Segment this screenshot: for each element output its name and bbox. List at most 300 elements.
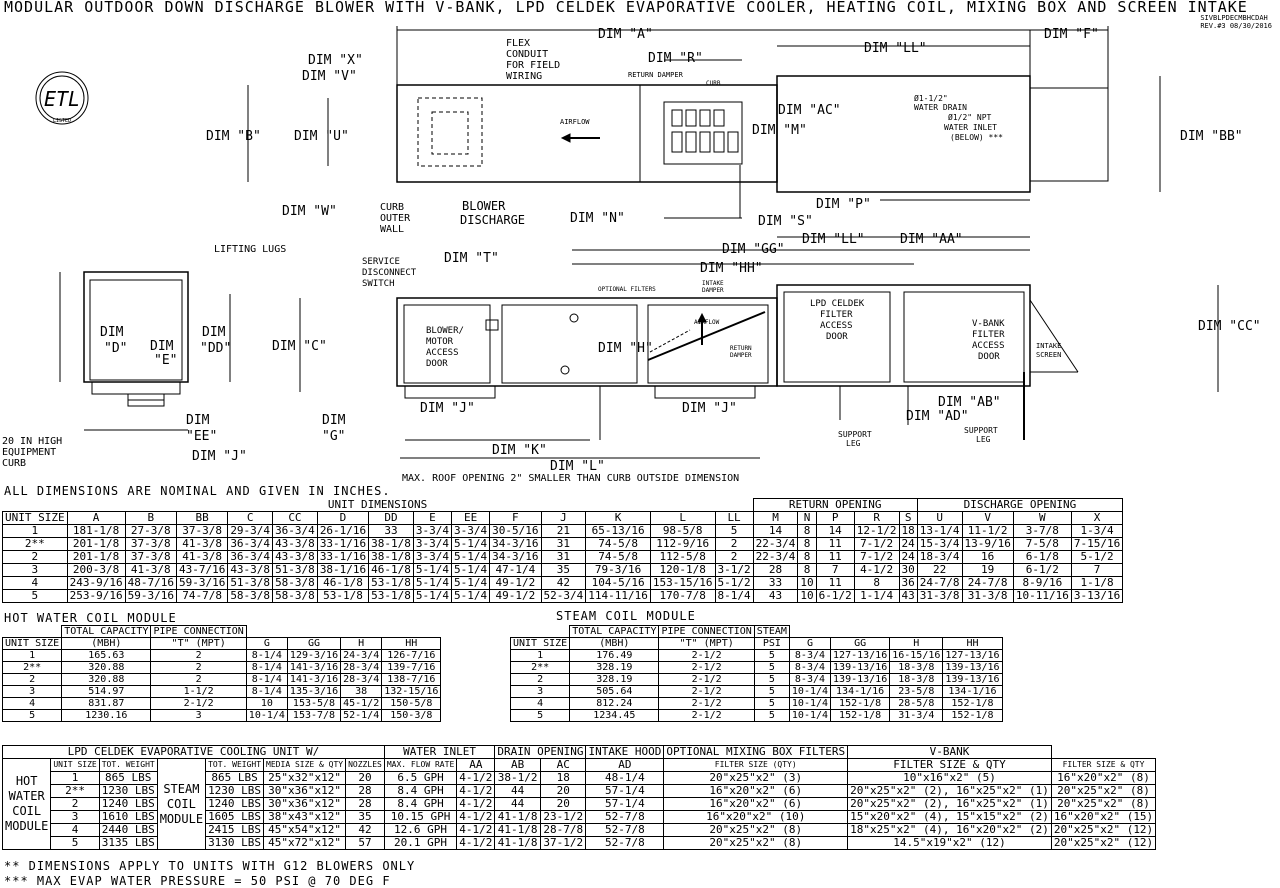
lpd-cell: 57-1/4 (586, 785, 664, 798)
steam-header-cell: GG (831, 638, 890, 650)
steam-cell: 5 (754, 686, 789, 698)
unit-dimensions-cell: 2** (3, 538, 68, 551)
vbank-door-label-1: V-BANK (972, 319, 1005, 329)
dim-t-label: DIM "T" (444, 251, 499, 266)
lifting-lugs-label: LIFTING LUGS (214, 244, 287, 255)
hot-water-cell: 1230.16 (62, 710, 151, 722)
drain-opening-header: DRAIN OPENING (495, 746, 586, 759)
service-label-1: SERVICE (362, 257, 400, 267)
dim-ll-label: DIM "LL" (864, 41, 927, 56)
lpd-cell: 1240 LBS (206, 798, 264, 811)
unit-dimensions-cell: 5-1/4 (413, 590, 451, 603)
unit-dimensions-cell: 3 (3, 564, 68, 577)
lpd-cell: 865 LBS (99, 772, 157, 785)
hot-water-header-row (3, 638, 441, 650)
dim-w-label: DIM "W" (282, 204, 337, 219)
lpd-cell: 41-1/8 (495, 837, 541, 850)
hot-water-cell: 1 (3, 650, 62, 662)
footnote-2: *** MAX EVAP WATER PRESSURE = 50 PSI @ 70 DEG F (4, 874, 391, 888)
lpd-cell: 20 (540, 785, 586, 798)
return-damper-label: RETURN DAMPER (628, 71, 683, 79)
vbank-door-label-4: DOOR (978, 352, 1000, 362)
lpd-cell: 2440 LBS (99, 824, 157, 837)
hot-water-cell: 2 (151, 650, 246, 662)
dim-g-label: DIM (322, 413, 346, 428)
unit-dimensions-cell: 253-9/16 (67, 590, 125, 603)
lpd-cell: 1230 LBS (99, 785, 157, 798)
unit-dimensions-cell: 5-1/4 (452, 564, 490, 577)
hot-water-coil-module-label: HOT WATER COIL MODULE (3, 759, 51, 850)
steam-cell: 23-5/8 (890, 686, 943, 698)
lpd-cell: 20"x25"x2" (8) (664, 837, 848, 850)
unit-dimensions-cell: 8 (854, 577, 899, 590)
curb-20-label-1: 20 IN HIGH (2, 436, 63, 447)
unit-dimensions-cell: 49-1/2 (490, 590, 541, 603)
unit-dimensions-cell: 5-1/2 (715, 577, 753, 590)
unit-dimensions-cell: 7 (816, 564, 854, 577)
logo-subtext: LISTED (52, 118, 72, 124)
unit-dimensions-cell: 49-1/2 (490, 577, 541, 590)
hot-water-cell: 320.88 (62, 674, 151, 686)
unit-dimensions-cell: 120-1/8 (650, 564, 715, 577)
steam-cell: 176.49 (570, 650, 659, 662)
lpd-cell: 1240 LBS (99, 798, 157, 811)
hot-water-row (3, 662, 441, 674)
lpd-cell: 3 (51, 811, 99, 824)
support-leg-label-1: SUPPORT (838, 430, 872, 439)
lpd-cell: 44 (495, 798, 541, 811)
lpd-cell: 4-1/2 (457, 785, 495, 798)
dim-ab-label: DIM "AB" (938, 395, 1001, 410)
unit-dimensions-table (2, 498, 1123, 603)
unit-dimensions-cell: 27-3/8 (125, 525, 176, 538)
hot-water-cell: 10-1/4 (246, 710, 287, 722)
dim-dd-value: "DD" (200, 341, 232, 356)
unit-dimensions-header-cell: E (413, 512, 451, 525)
intake-screen-label-2: SCREEN (1036, 351, 1062, 359)
unit-dimensions-cell: 53-1/8 (369, 577, 414, 590)
unit-dimensions-cell: 5-1/4 (413, 564, 451, 577)
lpd-cell: 52-7/8 (586, 811, 664, 824)
steam-cell: 127-13/16 (831, 650, 890, 662)
return-damper-label-front-1: RETURN (730, 345, 752, 352)
lpd-cell: 4-1/2 (457, 798, 495, 811)
steam-row (511, 662, 1003, 674)
unit-dimensions-cell: 3-3/4 (413, 551, 451, 564)
intake-screen-label-1: INTAKE (1036, 342, 1062, 350)
lpd-cell: 20"x25"x2" (8) (1051, 798, 1155, 811)
lpd-cell: 4-1/2 (457, 811, 495, 824)
unit-dimensions-cell: 10 (798, 590, 816, 603)
unit-dimensions-header-cell: CC (273, 512, 318, 525)
lpd-cell: 41-1/8 (495, 824, 541, 837)
lpd-cell: 20"x25"x2" (2), 16"x25"x2" (1) (848, 785, 1052, 798)
steam-row (511, 686, 1003, 698)
lpd-cell: 57-1/4 (586, 798, 664, 811)
unit-dimensions-cell: 42 (541, 577, 586, 590)
hot-water-caption: HOT WATER COIL MODULE (4, 611, 177, 625)
steam-cell: 4 (511, 698, 570, 710)
hot-water-cell: 1-1/2 (151, 686, 246, 698)
dim-k-label: DIM "K" (492, 443, 547, 458)
return-damper-label-front-2: DAMPER (730, 352, 752, 359)
unit-dimensions-cell: 51-3/8 (228, 577, 273, 590)
unit-dimensions-cell: 29-3/4 (228, 525, 273, 538)
steam-cell: 16-15/16 (890, 650, 943, 662)
hot-water-cell: 2-1/2 (151, 698, 246, 710)
airflow-label: AIRFLOW (560, 118, 590, 126)
dim-r-label: DIM "R" (648, 51, 703, 66)
intake-damper-label-2: DAMPER (702, 287, 724, 294)
unit-dimensions-cell: 37-3/8 (125, 538, 176, 551)
hot-water-header-cell: (MBH) (62, 638, 151, 650)
support-leg-label-4: LEG (976, 435, 991, 444)
lpd-cell: 12.6 GPH (384, 824, 456, 837)
unit-dimensions-header-cell: U (917, 512, 962, 525)
unit-dimensions-cell: 2 (715, 551, 753, 564)
water-drain-label-2: WATER DRAIN (914, 103, 967, 112)
lpd-cell: 37-1/2 (540, 837, 586, 850)
steam-coil-module-label: STEAM COIL MODULE (157, 759, 205, 850)
intake-hood-header: INTAKE HOOD (586, 746, 664, 759)
hot-water-cell: 8-1/4 (246, 662, 287, 674)
unit-dimensions-header-cell: N (798, 512, 816, 525)
steam-cell: 127-13/16 (943, 650, 1002, 662)
unit-dimensions-cell: 201-1/8 (67, 538, 125, 551)
unit-dimensions-cell: 1-3/4 (1071, 525, 1122, 538)
steam-cell: 139-13/16 (831, 674, 890, 686)
lpd-cell: 8.4 GPH (384, 798, 456, 811)
unit-dimensions-cell: 3-3/4 (413, 538, 451, 551)
hot-water-cell: 320.88 (62, 662, 151, 674)
unit-dimensions-cell: 58-3/8 (228, 590, 273, 603)
flex-label-4: WIRING (506, 71, 543, 82)
water-drain-label-1: Ø1-1/2" (914, 94, 948, 103)
unit-dimensions-cell: 6-1/8 (1013, 551, 1071, 564)
lpd-cell: 45"x54"x12" (264, 824, 346, 837)
steam-cell: 28-5/8 (890, 698, 943, 710)
unit-dimensions-cell: 36 (899, 577, 917, 590)
dim-ll2-label: DIM "LL" (802, 232, 865, 247)
unit-dimensions-cell: 53-1/8 (369, 590, 414, 603)
unit-dimensions-cell: 74-5/8 (586, 538, 651, 551)
dim-s-label: DIM "S" (758, 214, 813, 229)
lpd-cell: 57 (346, 837, 385, 850)
dim-ac-label: DIM "AC" (778, 103, 841, 118)
unit-dimensions-cell: 104-5/16 (586, 577, 651, 590)
unit-dimensions-cell: 4 (3, 577, 68, 590)
steam-header-cell: G (789, 638, 830, 650)
unit-dimensions-cell: 58-3/8 (273, 590, 318, 603)
unit-dimensions-header-cell: C (228, 512, 273, 525)
hot-water-cell: 150-3/8 (382, 710, 441, 722)
water-inlet-label-3: (BELOW) *** (950, 133, 1003, 142)
unit-dimensions-cell: 3-13/16 (1071, 590, 1122, 603)
hot-water-cell: 141-3/16 (287, 674, 340, 686)
unit-dimensions-cell: 24 (899, 538, 917, 551)
unit-dimensions-cell: 8-1/4 (715, 590, 753, 603)
hot-water-cell: 38 (341, 686, 382, 698)
steam-cell: 5 (754, 662, 789, 674)
hot-water-capacity-header: TOTAL CAPACITY (62, 626, 151, 638)
steam-cell: 10-1/4 (789, 686, 830, 698)
unit-dimensions-cell: 8 (798, 525, 816, 538)
hot-water-cell: 24-3/4 (341, 650, 382, 662)
steam-cell: 2-1/2 (659, 662, 754, 674)
unit-dimensions-cell: 201-1/8 (67, 551, 125, 564)
steam-cell: 2** (511, 662, 570, 674)
dim-j-label-front1: DIM "J" (420, 401, 475, 416)
dim-cc-label: DIM "CC" (1198, 319, 1261, 334)
lpd-cell: 48-1/4 (586, 772, 664, 785)
unit-dimensions-cell: 30-5/16 (490, 525, 541, 538)
dim-ad-label: DIM "AD" (906, 409, 969, 424)
unit-dimensions-cell: 26-1/16 (317, 525, 368, 538)
unit-dimensions-cell: 24-7/8 (962, 577, 1013, 590)
unit-dimensions-cell: 13-1/4 (917, 525, 962, 538)
hot-water-header-cell: "T" (MPT) (151, 638, 246, 650)
hot-water-header-cell: GG (287, 638, 340, 650)
vbank-door-label-3: ACCESS (972, 341, 1005, 351)
unit-dimensions-cell: 181-1/8 (67, 525, 125, 538)
steam-cell: 8-3/4 (789, 674, 830, 686)
lpd-cell: 35 (346, 811, 385, 824)
unit-dimensions-cell: 2 (3, 551, 68, 564)
steam-cell: 2-1/2 (659, 650, 754, 662)
flex-label-3: FOR FIELD (506, 60, 561, 71)
steam-cell: 5 (754, 710, 789, 722)
unit-dimensions-cell: 98-5/8 (650, 525, 715, 538)
unit-dimensions-cell: 5-1/4 (452, 590, 490, 603)
steam-header-cell: PSI (754, 638, 789, 650)
blower-door-label-1: BLOWER/ (426, 326, 464, 336)
unit-dimensions-header-cell: L (650, 512, 715, 525)
hot-water-header-cell: HH (382, 638, 441, 650)
lpd-cell: 28 (346, 798, 385, 811)
unit-dimensions-cell: 24-7/8 (917, 577, 962, 590)
steam-cell: 2-1/2 (659, 710, 754, 722)
unit-dimensions-cell: 31 (541, 551, 586, 564)
vbank-door-label-2: FILTER (972, 330, 1005, 340)
lpd-cell: 3130 LBS (206, 837, 264, 850)
unit-dimensions-cell: 2 (715, 538, 753, 551)
steam-cell: 8-3/4 (789, 650, 830, 662)
blower-discharge-label-2: DISCHARGE (460, 213, 526, 227)
lpd-cell: 38"x43"x12" (264, 811, 346, 824)
dim-h-label: DIM "H" (598, 341, 653, 356)
steam-cell: 2 (511, 674, 570, 686)
hot-water-row (3, 674, 441, 686)
unit-dimensions-header-cell: S (899, 512, 917, 525)
unit-dimensions-header-cell: V (962, 512, 1013, 525)
lpd-cell: 38-1/2 (495, 772, 541, 785)
dim-b-label: DIM "B" (206, 129, 261, 144)
lpd-cell: 20"x25"x2" (12) (1051, 837, 1155, 850)
unit-dimensions-header-cell: A (67, 512, 125, 525)
unit-dimensions-cell: 36-3/4 (228, 551, 273, 564)
unit-dimensions-cell: 48-7/16 (125, 577, 176, 590)
hot-water-header-cell: H (341, 638, 382, 650)
steam-header-cell: UNIT SIZE (511, 638, 570, 650)
lpd-cell: 8.4 GPH (384, 785, 456, 798)
water-inlet-label-1: Ø1/2" NPT (948, 113, 992, 122)
hot-water-cell: 28-3/4 (341, 662, 382, 674)
curb-outer-label-3: WALL (380, 224, 405, 235)
hot-water-cell: 8-1/4 (246, 674, 287, 686)
steam-cell: 5 (754, 650, 789, 662)
steam-cell: 18-3/8 (890, 662, 943, 674)
hot-water-cell: 141-3/16 (287, 662, 340, 674)
lpd-cell: 2415 LBS (206, 824, 264, 837)
unit-dimensions-row (3, 577, 1123, 590)
dim-c-label: DIM "C" (272, 339, 327, 354)
dim-f-label: DIM "F" (1044, 27, 1099, 42)
hot-water-pipe-header: PIPE CONNECTION (151, 626, 246, 638)
unit-dimensions-cell: 5-1/4 (452, 551, 490, 564)
steam-cell: 3 (511, 686, 570, 698)
hot-water-row (3, 710, 441, 722)
unit-dimensions-cell: 3-3/4 (413, 525, 451, 538)
hot-water-cell: 10 (246, 698, 287, 710)
steam-cell: 5 (754, 674, 789, 686)
steam-caption: STEAM COIL MODULE (556, 609, 696, 623)
dim-u-label: DIM "U" (294, 129, 349, 144)
flex-label-1: FLEX (506, 38, 531, 49)
unit-dimensions-row (3, 525, 1123, 538)
unit-dimensions-cell: 8 (798, 551, 816, 564)
unit-dimensions-cell: 13-9/16 (962, 538, 1013, 551)
hot-water-cell: 4 (3, 698, 62, 710)
unit-dimensions-cell: 1-1/8 (1071, 577, 1122, 590)
blower-door-label-4: DOOR (426, 359, 448, 369)
unit-dimensions-cell: 43-3/8 (273, 551, 318, 564)
lpd-cell: 18 (540, 772, 586, 785)
unit-dimensions-header-cell: K (586, 512, 651, 525)
support-leg-label-3: SUPPORT (964, 426, 998, 435)
steam-cell: 134-1/16 (831, 686, 890, 698)
unit-dimensions-cell: 52-3/4 (541, 590, 586, 603)
hot-water-row (3, 686, 441, 698)
unit-dimensions-cell: 31 (541, 538, 586, 551)
unit-dimensions-cell: 11 (816, 577, 854, 590)
unit-dimensions-cell: 34-3/16 (490, 551, 541, 564)
dimensions-note: ALL DIMENSIONS ARE NOMINAL AND GIVEN IN INCHES. (4, 484, 391, 498)
unit-dimensions-caption: UNIT DIMENSIONS (3, 499, 754, 512)
unit-dimensions-cell: 7 (1071, 564, 1122, 577)
hot-water-cell: 165.63 (62, 650, 151, 662)
unit-dimensions-header-cell: D (317, 512, 368, 525)
unit-dimensions-cell: 11 (816, 538, 854, 551)
unit-dimensions-cell: 5 (3, 590, 68, 603)
unit-dimensions-cell: 19 (962, 564, 1013, 577)
lpd-cell: 14.5"x19"x2" (12) (848, 837, 1052, 850)
steam-header-cell: HH (943, 638, 1002, 650)
unit-dimensions-cell: 37-3/8 (125, 551, 176, 564)
lpd-cell: 16"x20"x2" (6) (664, 785, 848, 798)
unit-dimensions-cell: 43-7/16 (176, 564, 227, 577)
unit-dimensions-body (3, 525, 1123, 603)
water-inlet-label-2: WATER INLET (944, 123, 997, 132)
steam-row (511, 674, 1003, 686)
hot-water-cell: 8-1/4 (246, 686, 287, 698)
unit-dimensions-cell: 8 (798, 538, 816, 551)
steam-cell: 139-13/16 (831, 662, 890, 674)
unit-dimensions-cell: 5-1/4 (413, 577, 451, 590)
hot-water-cell: 135-3/16 (287, 686, 340, 698)
unit-dimensions-header-cell: J (541, 512, 586, 525)
unit-dimensions-cell: 3-7/8 (1013, 525, 1071, 538)
unit-dimensions-cell: 14 (816, 525, 854, 538)
steam-pipe-header: PIPE CONNECTION (659, 626, 754, 638)
unit-dimensions-cell: 41-3/8 (125, 564, 176, 577)
unit-dimensions-cell: 7-15/16 (1071, 538, 1122, 551)
steam-cell: 328.19 (570, 662, 659, 674)
dim-a-label: DIM "A" (598, 27, 653, 42)
unit-dimensions-cell: 22 (917, 564, 962, 577)
max-roof-note: MAX. ROOF OPENING 2" SMALLER THAN CURB OUTSIDE DIMENSION (402, 473, 740, 484)
lpd-door-label-3: ACCESS (820, 321, 853, 331)
unit-dimensions-cell: 4-1/2 (854, 564, 899, 577)
hot-water-cell: 2 (3, 674, 62, 686)
unit-dimensions-cell: 24 (899, 551, 917, 564)
unit-dimensions-cell: 33-1/16 (317, 551, 368, 564)
hot-water-header-cell: UNIT SIZE (3, 638, 62, 650)
unit-dimensions-cell: 53-1/8 (317, 590, 368, 603)
hot-water-cell: 132-15/16 (382, 686, 441, 698)
hot-water-cell: 2** (3, 662, 62, 674)
lpd-cell: 18"x25"x2" (4), 16"x20"x2" (2) (848, 824, 1052, 837)
lpd-door-label-4: DOOR (826, 332, 848, 342)
discharge-opening-caption: DISCHARGE OPENING (917, 499, 1122, 512)
support-leg-label-2: LEG (846, 439, 861, 448)
footnote-1: ** DIMENSIONS APPLY TO UNITS WITH G12 BLOWERS ONLY (4, 859, 416, 873)
unit-dimensions-header-cell: M (753, 512, 798, 525)
lpd-cell: 3135 LBS (99, 837, 157, 850)
hot-water-cell: 28-3/4 (341, 674, 382, 686)
unit-dimensions-cell: 112-5/8 (650, 551, 715, 564)
unit-dimensions-cell: 153-15/16 (650, 577, 715, 590)
steam-header-cell: "T" (MPT) (659, 638, 754, 650)
dim-dd-label: DIM (202, 325, 226, 340)
unit-dimensions-cell: 21 (541, 525, 586, 538)
drawing-code: SIVBLPDECMBHCDAH (1200, 14, 1268, 22)
lpd-cell: 44 (495, 785, 541, 798)
curb-outer-label-1: CURB (380, 202, 405, 213)
unit-dimensions-cell: 11 (816, 551, 854, 564)
steam-header-cell: (MBH) (570, 638, 659, 650)
hot-water-cell: 138-7/16 (382, 674, 441, 686)
hot-water-cell: 831.87 (62, 698, 151, 710)
unit-dimensions-header-cell: DD (369, 512, 414, 525)
unit-dimensions-cell: 7-1/2 (854, 551, 899, 564)
unit-dimensions-row (3, 538, 1123, 551)
lpd-cell: 1610 LBS (99, 811, 157, 824)
unit-dimensions-row (3, 564, 1123, 577)
steam-cell: 1 (511, 650, 570, 662)
hot-water-body (3, 650, 441, 722)
dim-g-value: "G" (322, 429, 346, 444)
steam-cell: 152-1/8 (831, 710, 890, 722)
unit-dimensions-header-cell: P (816, 512, 854, 525)
lpd-cell: 52-7/8 (586, 837, 664, 850)
airflow-label-front: AIRFLOW (694, 319, 720, 326)
unit-dimensions-header-cell: UNIT SIZE (3, 512, 68, 525)
lpd-cell: 4-1/2 (457, 772, 495, 785)
lpd-cell: 16"x20"x2" (8) (1051, 772, 1155, 785)
unit-dimensions-cell: 12-1/2 (854, 525, 899, 538)
lpd-cell: 5 (51, 837, 99, 850)
service-label-2: DISCONNECT (362, 268, 417, 278)
